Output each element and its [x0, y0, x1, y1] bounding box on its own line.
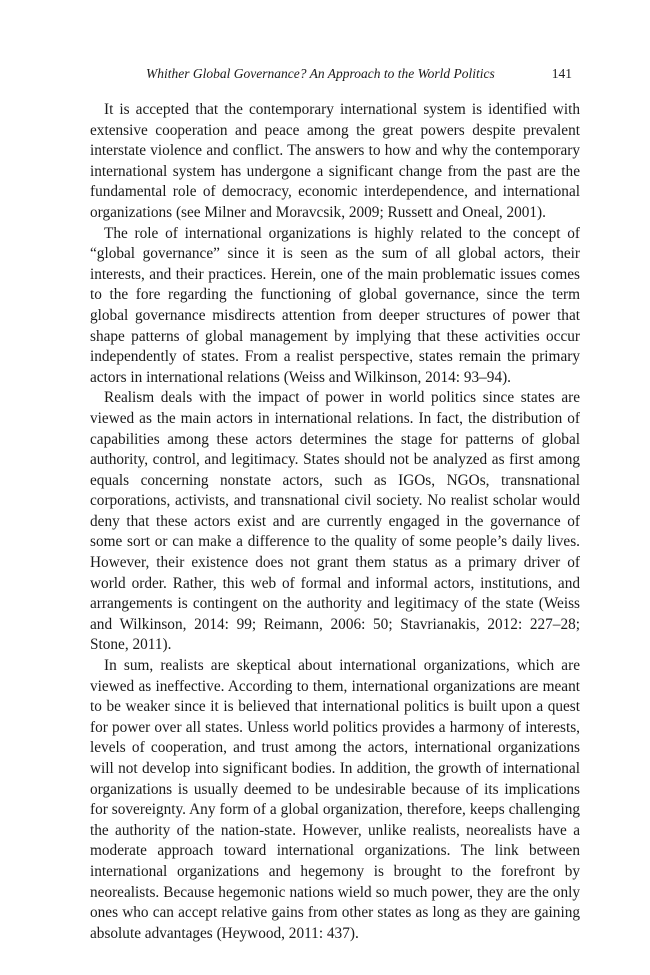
body-text	[90, 100, 580, 944]
book-page	[90, 64, 580, 944]
paragraph-2: The role of international organizations is highly related to the concept of “global governance” since it is seen as the sum of all global actors, their interests, and their practices. Herein, one of the main problematic issues comes to the fore regarding the functioning of global governance, since the term global governance misdirects attention from deeper structures of power that shape patterns of global management by implying that these activities occur independently of states. From a realist perspective, states remain the primary actors in international relations (Weiss and Wilkinson, 2014: 93–94).	[90, 224, 580, 386]
paragraph-3: Realism deals with the impact of power in world politics since states are viewed as the main actors in international relations. In fact, the distribution of capabilities among these actors determines the stage for patterns of global authority, control, and legitimacy. States should not be analyzed as first among equals concerning nonstate actors, such as IGOs, NGOs, transnational corporations, activists, and transnational civil society. No realist scholar would deny that these actors exist and are currently engaged in the governance of some sort or can make a difference to the quality of some people’s daily lives. However, their existence does not grant them status as a primary driver of world order. Rather, this web of formal and informal actors, institutions, and arrangements is contingent on the authority and legitimacy of the state (Weiss and Wilkinson, 2014: 99; Reimann, 2006: 50; Stavrianakis, 2012: 227–28; Stone, 2011).	[90, 389, 580, 654]
running-title: Whither Global Governance? An Approach to the World Politics	[146, 66, 495, 81]
page-number: 141	[551, 66, 572, 81]
paragraph-4: In sum, realists are skeptical about international organizations, which are viewed as ineffective. According to them, international organizations are meant to be weaker since it is believed that international politics is built upon a quest for power over all states. Unless world politics provides a harmony of interests, levels of cooperation, and trust among the actors, international organizations will not develop into significant bodies. In addition, the growth of international organizations is usually deemed to be undesirable because of its implications for sovereignty. Any form of a global organization, therefore, keeps challenging the authority of the nation-state. However, unlike realists, neorealists have a moderate approach toward international organizations. The link between international organizations and hegemony is brought to the forefront by neorealists. Because hegemonic nations wield so much power, they are the only ones who can accept relative gains from other states as long as they are gaining absolute advantages (Heywood, 2011: 437).	[90, 657, 580, 942]
running-head	[90, 64, 580, 84]
paragraph-1: It is accepted that the contemporary international system is identified with extensive cooperation and peace among the great powers despite prevalent interstate violence and conflict. The answers to how and why the contemporary international system has undergone a significant change from the past are the fundamental role of democracy, economic interdependence, and international organizations (see Milner and Moravcsik, 2009; Russett and Oneal, 2001).	[90, 101, 580, 221]
